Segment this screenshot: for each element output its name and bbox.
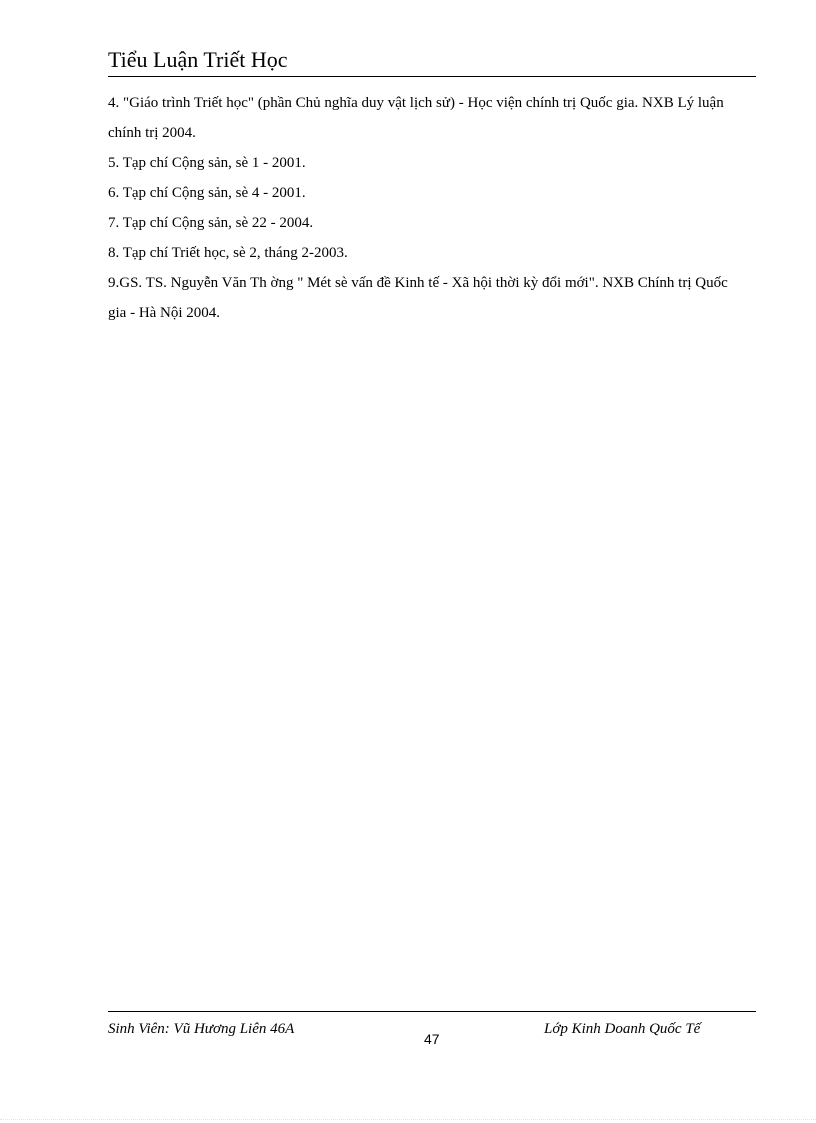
- footer-class-name: Lớp Kinh Doanh Quốc Tế: [544, 1021, 701, 1037]
- page-footer: [108, 1011, 756, 1072]
- page-header: [108, 44, 756, 77]
- reference-item: 5. Tạp chí Cộng sản, sè 1 - 2001.: [108, 155, 306, 171]
- document-title: Tiểu Luận Triết Học: [108, 47, 288, 72]
- page-bottom-edge: [0, 1119, 816, 1120]
- footer-student-name: Sinh Viên: Vũ Hương Liên 46A: [108, 1021, 295, 1037]
- reference-item: 4. "Giáo trình Triết học" (phần Chủ nghĩa duy vật lịch sử) - Học viện chính trị Quốc gia. NXB Lý luận chính trị 2004.: [108, 95, 724, 141]
- reference-item: 8. Tạp chí Triết học, sè 2, tháng 2-2003.: [108, 245, 348, 261]
- reference-item: 9.GS. TS. Nguyễn Văn Th ờng " Mét sè vấn đề Kinh tế - Xã hội thời kỳ đổi mới". NXB Chính trị Quốc gia - Hà Nội 2004.: [108, 275, 728, 321]
- page-number: 47: [424, 1031, 440, 1047]
- reference-item: 6. Tạp chí Cộng sản, sè 4 - 2001.: [108, 185, 306, 201]
- reference-list: [108, 88, 748, 328]
- reference-item: 7. Tạp chí Cộng sản, sè 22 - 2004.: [108, 215, 314, 231]
